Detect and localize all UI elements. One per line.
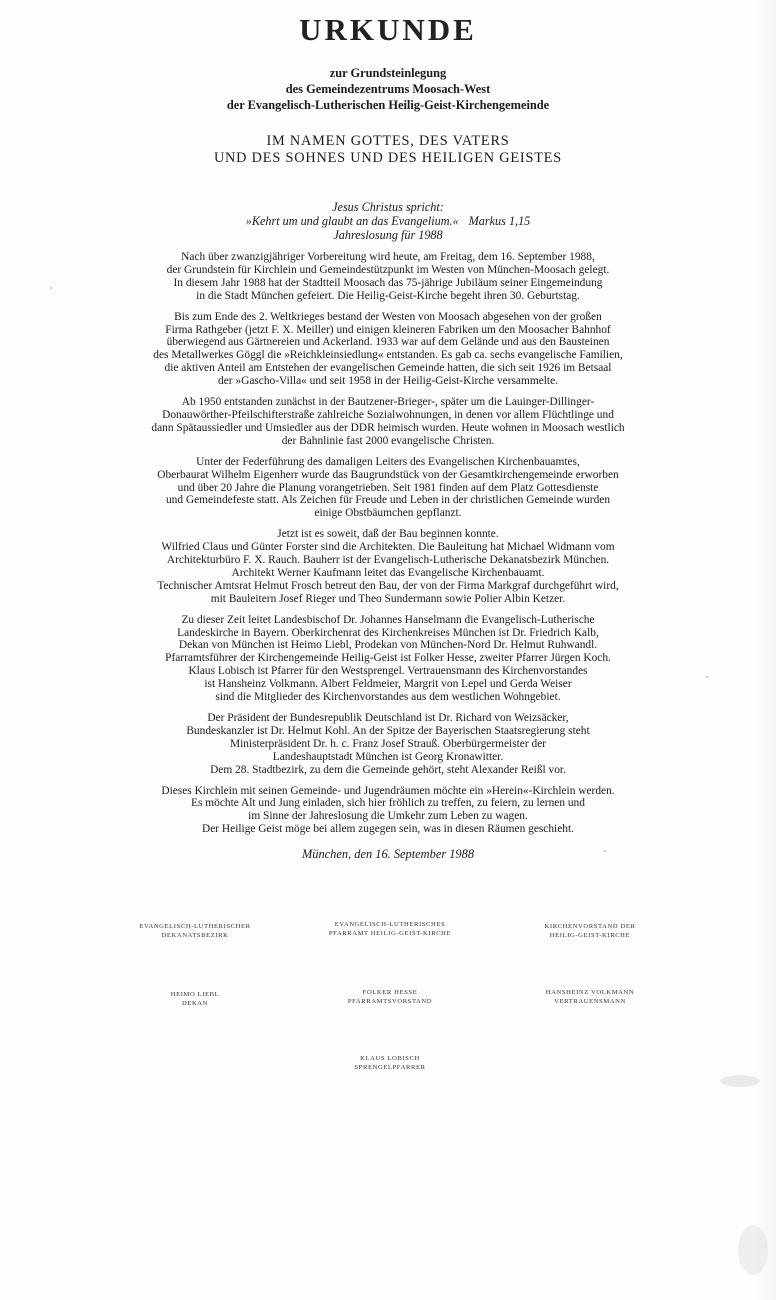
invocation <box>0 133 776 167</box>
scan-speck <box>604 850 606 852</box>
body-paragraph <box>88 528 688 605</box>
body-line: Der Heilige Geist möge bei allem zugegen sein, was in diesen Räumen geschieht. <box>202 823 574 836</box>
body-line: einige Obstbäumchen gepflanzt. <box>314 507 462 520</box>
body-line: Ab 1950 entstanden zunächst in der Bautzener-Brieger-, später um die Lauinger-Dillinger- <box>181 396 595 409</box>
signature-line: KLAUS LOBISCH <box>360 1055 420 1062</box>
motto-speaker: Jesus Christus spricht: <box>332 200 444 214</box>
signature-line: SPRENGELPFARRER <box>354 1063 426 1071</box>
body-line: Architekturbüro F. X. Rauch. Bauherr ist der Evangelisch-Lutherische Dekanatsbezirk München. <box>166 554 610 567</box>
signature-block-dekanatsbezirk <box>130 923 260 940</box>
signature-line: DEKAN <box>181 999 209 1007</box>
body-line: Oberbaurat Wilhelm Eigenherr wurde das Baugrundstück von der Gesamtkirchengemeinde erworben <box>157 468 619 481</box>
body-line: Bis zum Ende des 2. Weltkrieges bestand der Westen von Moosach abgesehen von der großen <box>174 310 602 323</box>
body-paragraph <box>88 456 688 521</box>
signature-line: VERTRAUENSMANN <box>554 997 626 1005</box>
motto-reference: Markus 1,15 <box>468 214 531 228</box>
body-line: Wilfried Claus und Günter Forster sind die Architekten. Die Bauleitung hat Michael Widmann vom <box>161 541 615 554</box>
body-line: Klaus Lobisch ist Pfarrer für den Westsprengel. Vertrauensmann des Kirchenvorstandes <box>188 665 588 678</box>
signature-block-sprengelpfarrer <box>330 1055 450 1072</box>
body-line: Zu dieser Zeit leitet Landesbischof Dr. Johannes Hanselmann die Evangelisch-Lutherische <box>181 613 595 626</box>
body-line: Bundeskanzler ist Dr. Helmut Kohl. An der Spitze der Bayerischen Staatsregierung steht <box>186 724 590 737</box>
body-line: Jetzt ist es soweit, daß der Bau beginnen konnte. <box>277 528 499 541</box>
scan-speck <box>50 287 52 289</box>
subtitle-line: zur Grundsteinlegung <box>329 66 447 80</box>
body-line: der Bahnlinie fast 2000 evangelische Christen. <box>281 434 495 447</box>
scan-smudge <box>738 1225 768 1275</box>
body-paragraph <box>88 396 688 448</box>
body-line: Dem 28. Stadtbezirk, zu dem die Gemeinde gehört, steht Alexander Reißl vor. <box>210 763 566 776</box>
signature-line: FOLKER HESSE <box>362 989 418 996</box>
signature-block-kirchenvorstand <box>520 923 660 940</box>
body-line: Nach über zwanzigjähriger Vorbereitung wird heute, am Freitag, dem 16. September 1988, <box>181 251 595 263</box>
body-line: die aktiven Anteil am Entstehen der evangelischen Gemeinde hatten, die sich seit 1926 im Betsaal <box>164 362 612 375</box>
signature-line: EVANGELISCH-LUTHERISCHER <box>139 923 251 930</box>
body-line: Technischer Amtsrat Helmut Frosch betreut den Bau, der von der Firma Markgraf durchgeführt wird, <box>157 579 619 592</box>
invocation-line: UND DES SOHNES UND DES HEILIGEN GEISTES <box>213 150 563 166</box>
body-line: Es möchte Alt und Jung einladen, sich hier fröhlich zu treffen, zu feiern, zu lernen und <box>191 797 585 810</box>
motto-quote: »Kehrt um und glaubt an das Evangelium.« <box>245 214 459 228</box>
signature-line: HEILIG-GEIST-KIRCHE <box>549 931 631 939</box>
body-line: der Grundstein für Kirchlein und Gemeindestützpunkt im Westen von München-Moosach gelegt. <box>166 263 610 276</box>
body-line: im Sinne der Jahreslosung die Umkehr zum Leben zu wagen. <box>248 810 528 823</box>
body-line: Donauwörther-Pfeilschifterstraße zahlreiche Sozialwohnungen, in denen vor allem Flüchtlinge und <box>162 408 614 421</box>
signature-line: DEKANATSBEZIRK <box>161 931 229 939</box>
body-line: des Metallwerkes Göggl die »Reichkleinsiedlung« entstanden. Es gab ca. sechs evangelische Familien, <box>153 349 623 362</box>
signature-line: KIRCHENVORSTAND DER <box>544 923 636 930</box>
body-line: sind die Mitglieder des Kirchenvorstandes aus dem westlichen Wohngebiet. <box>215 691 561 704</box>
scan-smudge <box>720 1075 760 1087</box>
body-line: dann Spätaussiedler und Umsiedler aus der DDR heimisch wurden. Heute wohnen in Moosach westlich <box>151 421 625 434</box>
signature-block-pfarramt <box>320 921 460 938</box>
subtitle <box>0 65 776 113</box>
signature-line: EVANGELISCH-LUTHERISCHES <box>334 921 446 928</box>
signature-line: PFARRAMT HEILIG-GEIST-KIRCHE <box>328 929 452 937</box>
motto-quote-line <box>0 214 776 228</box>
body-paragraph <box>88 614 688 704</box>
signature-line: HEIMO LIEBL <box>170 991 220 998</box>
body-line: Der Präsident der Bundesrepublik Deutschland ist Dr. Richard von Weizsäcker, <box>207 712 569 724</box>
body-line: mit Bauleitern Josef Rieger und Theo Sundermann sowie Polier Albin Ketzer. <box>210 592 566 605</box>
body-line: Dieses Kirchlein mit seinen Gemeinde- und Jugendräumen möchte ein »Herein«-Kirchlein werden. <box>161 784 615 797</box>
body-line: der »Gascho-Villa« und seit 1958 in der Heilig-Geist-Kirche versammelte. <box>218 375 558 388</box>
body-line: überwiegend aus Gärtnereien und Ackerland. 1933 war auf dem Gelände und aus den Bausteinen <box>166 336 610 349</box>
body-paragraph <box>88 311 688 388</box>
scan-edge-shading <box>756 0 776 1300</box>
body-line: Landeshauptstadt München ist Georg Kronawitter. <box>272 750 504 763</box>
body-paragraph <box>88 712 688 777</box>
motto-caption: Jahreslosung für 1988 <box>333 228 443 242</box>
scan-speck <box>706 676 708 678</box>
body-line: In diesem Jahr 1988 hat der Stadtteil Moosach das 75-jährige Jubiläum seiner Eingemeindung <box>173 276 603 289</box>
body-paragraph <box>88 251 688 303</box>
document-title: URKUNDE <box>299 12 477 47</box>
body-line: Pfarramtsführer der Kirchengemeinde Heilig-Geist ist Folker Hesse, zweiter Pfarrer Jürgen Koch. <box>165 652 611 665</box>
place-date: München, den 16. September 1988 <box>301 847 475 861</box>
signature-line: PFARRAMTSVORSTAND <box>347 997 433 1005</box>
subtitle-line: der Evangelisch-Lutherischen Heilig-Geist-Kirchengemeinde <box>226 98 550 112</box>
body-line: Ministerpräsident Dr. h. c. Franz Josef Strauß. Oberbürgermeister der <box>229 737 547 750</box>
body-line: Dekan von München ist Heimo Liebl, Prodekan von München-Nord Dr. Helmut Ruhwandl. <box>178 639 598 652</box>
subtitle-line: des Gemeindezentrums Moosach-West <box>285 82 491 96</box>
body-line: Landeskirche in Bayern. Oberkirchenrat des Kirchenkreises München ist Dr. Friedrich Kalb, <box>177 626 599 639</box>
signature-block-pfarramtsvorstand <box>325 989 455 1006</box>
body-paragraph <box>88 785 688 837</box>
body-line: ist Hansheinz Volkmann. Albert Feldmeier, Margrit von Lepel und Gerda Weiser <box>204 678 572 691</box>
body-line: und Gemeindefeste statt. Als Zeichen für Freude und Leben in der christlichen Gemeinde wurden <box>165 494 611 507</box>
body-text <box>88 251 688 844</box>
body-line: Firma Rathgeber (jetzt F. X. Meiller) und einigen kleineren Fabriken um den Moosacher Bahnhof <box>165 323 611 336</box>
signature-line: HANSHEINZ VOLKMANN <box>545 989 635 996</box>
body-line: Unter der Federführung des damaligen Leiters des Evangelischen Kirchenbauamtes, <box>196 455 580 468</box>
body-line: und über 20 Jahre die Planung vorangetrieben. Seit 1981 finden auf dem Platz Gottesdienste <box>177 481 599 494</box>
signature-block-vertrauensmann <box>520 989 660 1006</box>
invocation-line: IM NAMEN GOTTES, DES VATERS <box>266 133 510 149</box>
annual-motto <box>0 200 776 242</box>
body-line: Architekt Werner Kaufmann leitet das Evangelische Kirchenbauamt. <box>231 566 545 579</box>
body-line: in die Stadt München gefeiert. Die Heilig-Geist-Kirche begeht ihren 30. Geburtstag. <box>196 289 580 302</box>
signature-block-dekan <box>150 991 240 1008</box>
